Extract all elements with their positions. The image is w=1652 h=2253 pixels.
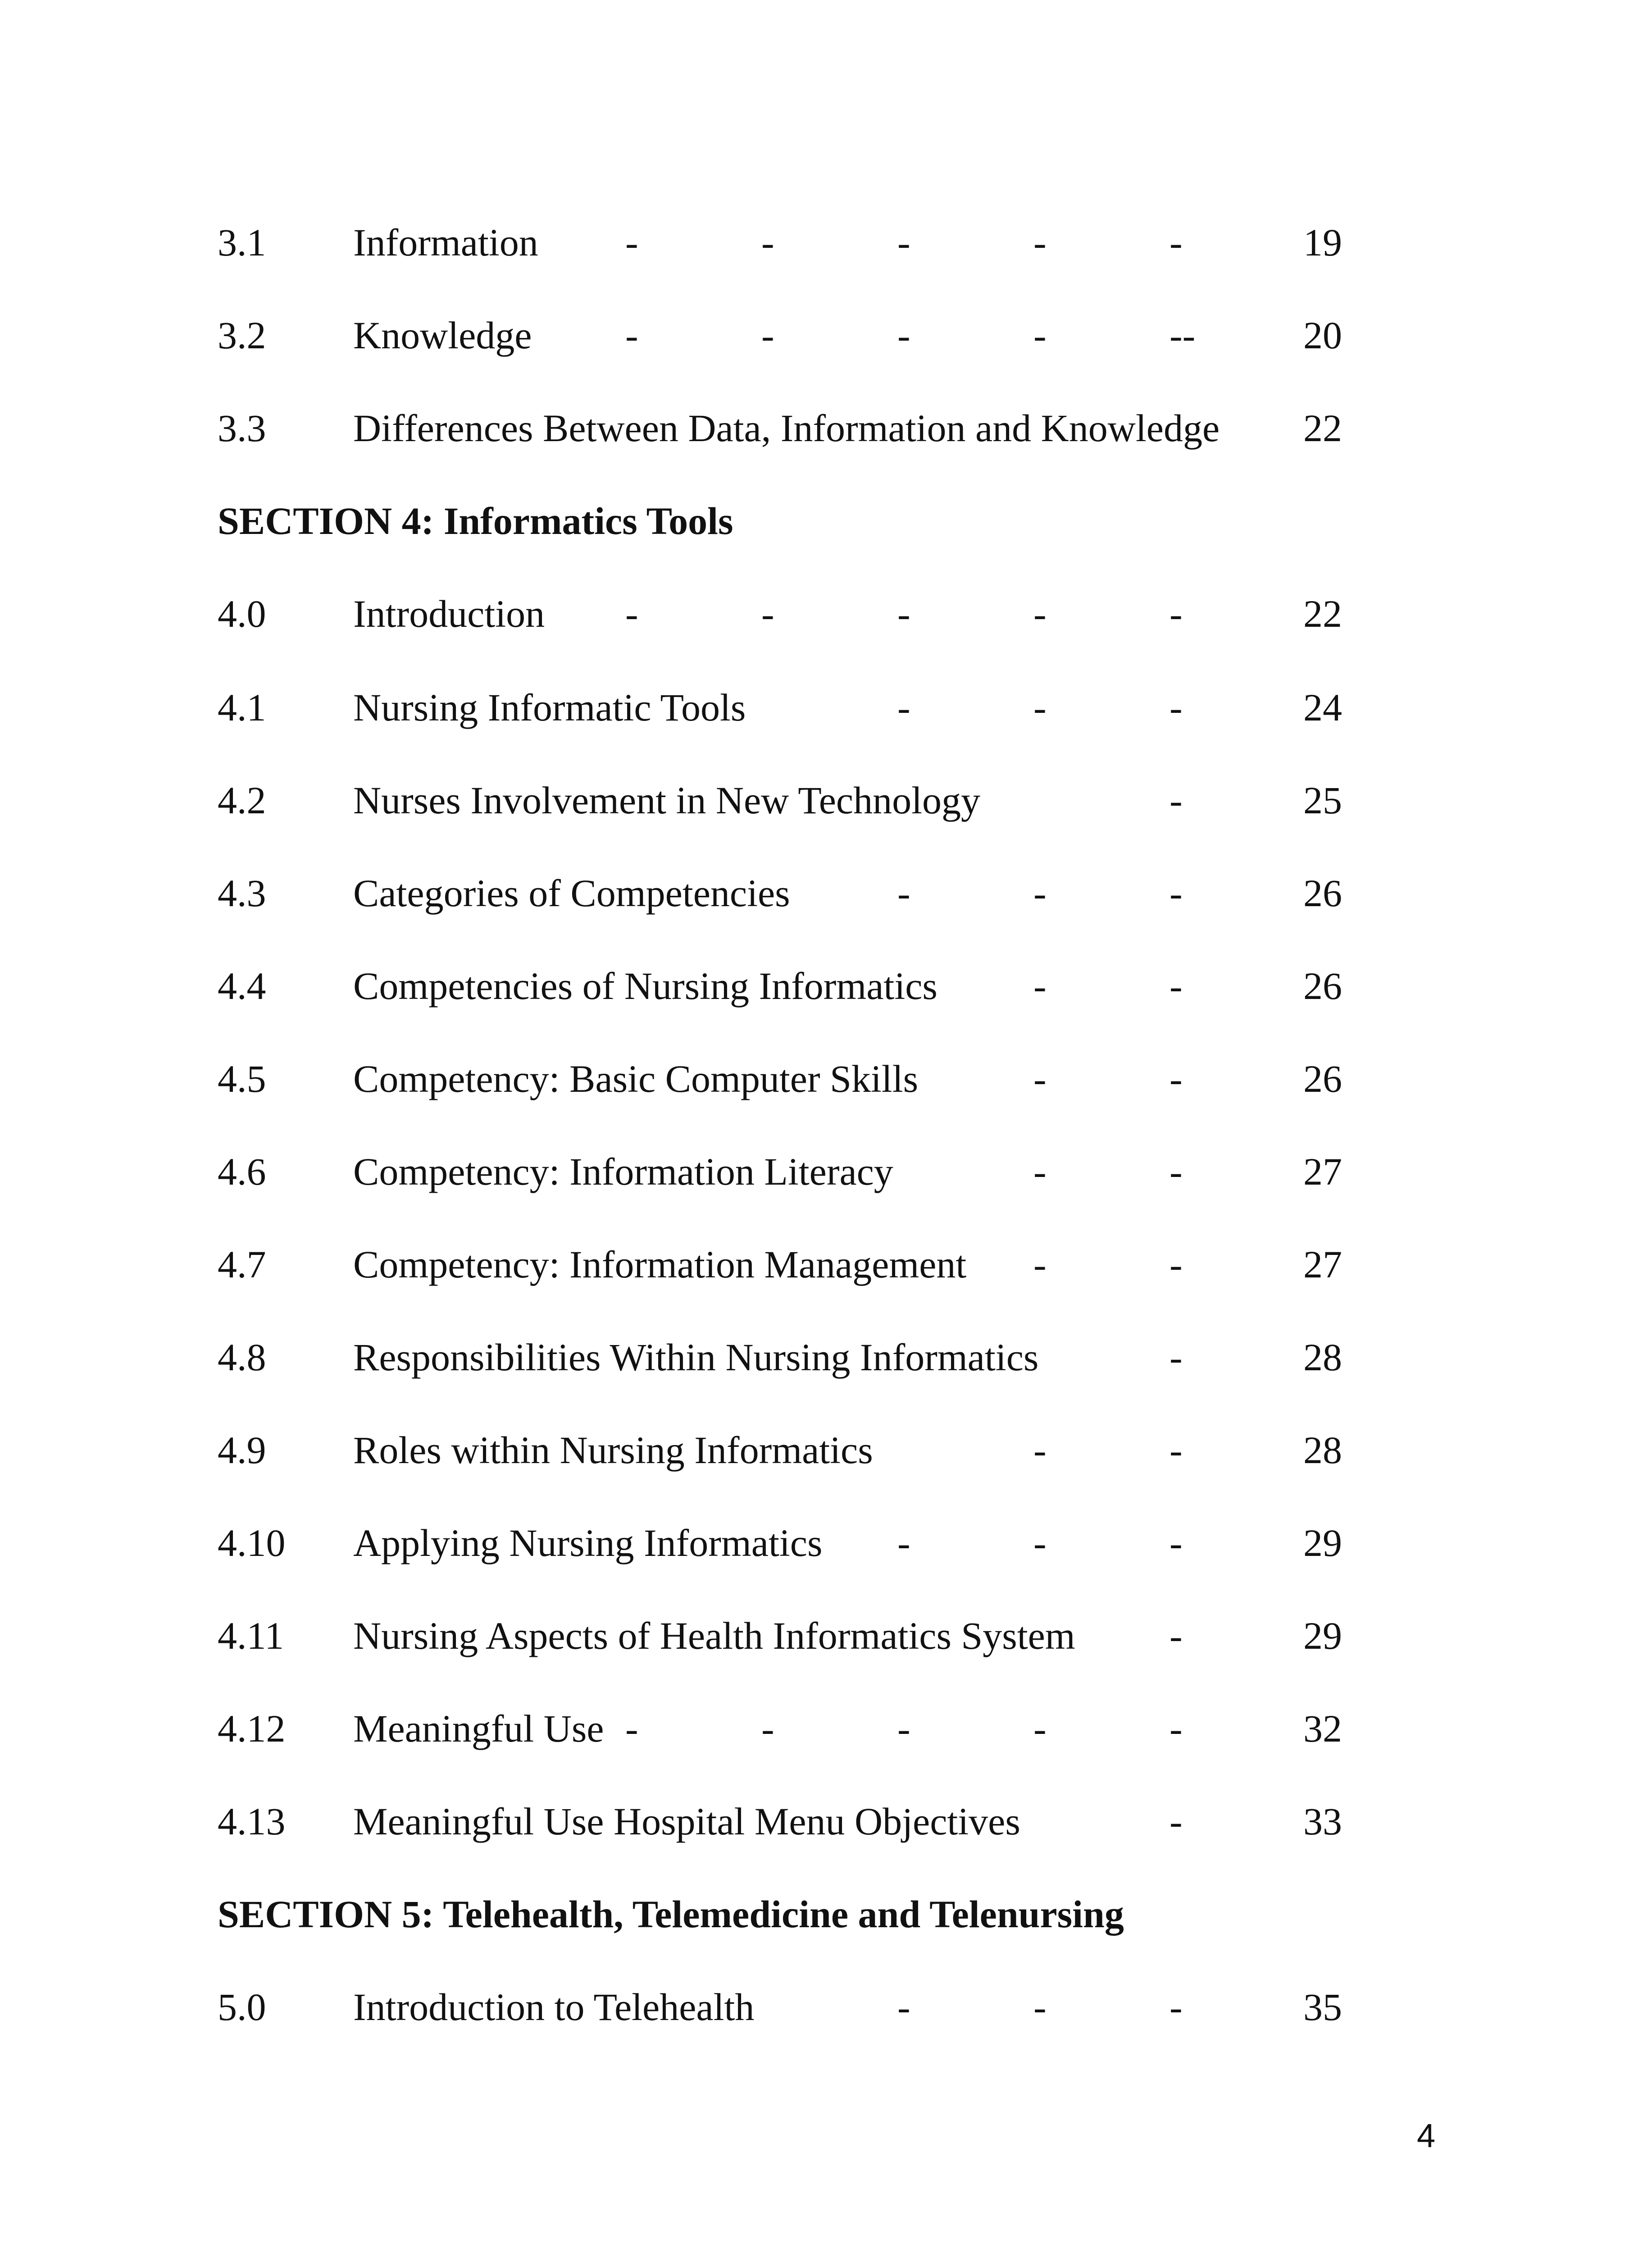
leader-dash: - [897, 592, 910, 635]
entry-page-number: 26 [1303, 1057, 1342, 1100]
entry-title: Responsibilities Within Nursing Informatics [353, 1336, 1039, 1379]
entry-number: 4.2 [218, 779, 266, 822]
leader-dash: - [1170, 1985, 1183, 2029]
toc-entry [0, 401, 1652, 455]
toc-entry [0, 1145, 1652, 1199]
entry-title: Nursing Aspects of Health Informatics System [353, 1614, 1075, 1657]
entry-number: 4.8 [218, 1336, 266, 1379]
toc-entry [0, 1794, 1652, 1848]
leader-dash: - [1170, 1614, 1183, 1657]
entry-title: Categories of Competencies [353, 871, 790, 915]
entry-number: 4.4 [218, 964, 266, 1008]
leader-dash: - [1170, 1336, 1183, 1379]
entry-title: Nurses Involvement in New Technology [353, 779, 980, 822]
entry-number: 4.5 [218, 1057, 266, 1100]
leader-dash: - [897, 1985, 910, 2029]
toc-entry [0, 1516, 1652, 1570]
leader-dash: - [897, 686, 910, 729]
entry-number: 4.9 [218, 1428, 266, 1472]
leader-dash: -- [1170, 314, 1196, 357]
leader-dash: - [1033, 1243, 1047, 1286]
toc-entry [0, 215, 1652, 269]
leader-dash: - [761, 1707, 774, 1750]
entry-number: 4.13 [218, 1800, 286, 1843]
leader-dash: - [1033, 221, 1047, 264]
leader-dash: - [761, 314, 774, 357]
entry-page-number: 20 [1303, 314, 1342, 357]
toc-entry [0, 1980, 1652, 2034]
leader-dash: - [1033, 1150, 1047, 1193]
toc-entry [0, 959, 1652, 1013]
toc-entry [0, 680, 1652, 734]
leader-dash: - [1170, 871, 1183, 915]
leader-dash: - [1170, 592, 1183, 635]
leader-dash: - [625, 1707, 638, 1750]
entry-number: 4.6 [218, 1150, 266, 1193]
toc-entry [0, 1701, 1652, 1756]
entry-number: 3.3 [218, 406, 266, 450]
leader-dash: - [625, 221, 638, 264]
leader-dash: - [1170, 1057, 1183, 1100]
leader-dash: - [625, 314, 638, 357]
entry-title: Meaningful Use [353, 1707, 604, 1750]
leader-dash: - [1033, 686, 1047, 729]
entry-number: 5.0 [218, 1985, 266, 2029]
leader-dash: - [1170, 1428, 1183, 1472]
toc-entry [0, 866, 1652, 920]
leader-dash: - [1170, 1800, 1183, 1843]
leader-dash: - [1033, 1707, 1047, 1750]
entry-title: Applying Nursing Informatics [353, 1521, 823, 1564]
entry-page-number: 19 [1303, 221, 1342, 264]
entry-page-number: 27 [1303, 1150, 1342, 1193]
toc-entry [0, 308, 1652, 362]
entry-page-number: 25 [1303, 779, 1342, 822]
entry-number: 4.1 [218, 686, 266, 729]
leader-dash: - [1033, 592, 1047, 635]
entry-title: Differences Between Data, Information and Knowledge [353, 406, 1220, 450]
leader-dash: - [897, 221, 910, 264]
entry-page-number: 33 [1303, 1800, 1342, 1843]
entry-page-number: 29 [1303, 1521, 1342, 1564]
leader-dash: - [1170, 779, 1183, 822]
entry-title: Meaningful Use Hospital Menu Objectives [353, 1800, 1020, 1843]
entry-title: Introduction to Telehealth [353, 1985, 755, 2029]
section-heading: SECTION 5: Telehealth, Telemedicine and Telenursing [218, 1893, 1124, 1936]
page-number: 4 [1417, 2117, 1436, 2154]
leader-dash: - [897, 871, 910, 915]
leader-dash: - [897, 314, 910, 357]
entry-page-number: 27 [1303, 1243, 1342, 1286]
entry-title: Competencies of Nursing Informatics [353, 964, 937, 1008]
leader-dash: - [1170, 221, 1183, 264]
entry-title: Competency: Information Literacy [353, 1150, 893, 1193]
entry-number: 4.11 [218, 1614, 284, 1657]
entry-title: Competency: Information Management [353, 1243, 967, 1286]
entry-page-number: 22 [1303, 406, 1342, 450]
toc-entry [0, 1052, 1652, 1106]
entry-number: 4.3 [218, 871, 266, 915]
leader-dash: - [1033, 1521, 1047, 1564]
toc-entry [0, 587, 1652, 641]
section-heading: SECTION 4: Informatics Tools [218, 499, 733, 543]
entry-page-number: 28 [1303, 1428, 1342, 1472]
entry-title: Competency: Basic Computer Skills [353, 1057, 919, 1100]
leader-dash: - [1170, 1521, 1183, 1564]
leader-dash: - [1033, 1428, 1047, 1472]
leader-dash: - [1170, 1707, 1183, 1750]
entry-number: 3.2 [218, 314, 266, 357]
toc-entry [0, 773, 1652, 827]
entry-title: Nursing Informatic Tools [353, 686, 746, 729]
leader-dash: - [1170, 686, 1183, 729]
entry-page-number: 22 [1303, 592, 1342, 635]
leader-dash: - [761, 221, 774, 264]
entry-number: 4.0 [218, 592, 266, 635]
entry-page-number: 29 [1303, 1614, 1342, 1657]
leader-dash: - [1033, 964, 1047, 1008]
leader-dash: - [897, 1707, 910, 1750]
toc-entry [0, 1330, 1652, 1384]
entry-page-number: 26 [1303, 964, 1342, 1008]
entry-number: 4.7 [218, 1243, 266, 1286]
leader-dash: - [1170, 964, 1183, 1008]
entry-title: Knowledge [353, 314, 532, 357]
entry-title: Roles within Nursing Informatics [353, 1428, 873, 1472]
entry-number: 3.1 [218, 221, 266, 264]
toc-entry [0, 1609, 1652, 1663]
entry-page-number: 26 [1303, 871, 1342, 915]
leader-dash: - [625, 592, 638, 635]
entry-number: 4.10 [218, 1521, 286, 1564]
entry-page-number: 24 [1303, 686, 1342, 729]
leader-dash: - [897, 1521, 910, 1564]
leader-dash: - [1170, 1243, 1183, 1286]
toc-entry [0, 1237, 1652, 1291]
toc-entry [0, 1423, 1652, 1477]
entry-page-number: 32 [1303, 1707, 1342, 1750]
leader-dash: - [1033, 314, 1047, 357]
entry-page-number: 35 [1303, 1985, 1342, 2029]
leader-dash: - [1033, 871, 1047, 915]
entry-title: Information [353, 221, 538, 264]
entry-title: Introduction [353, 592, 545, 635]
entry-page-number: 28 [1303, 1336, 1342, 1379]
leader-dash: - [1170, 1150, 1183, 1193]
leader-dash: - [761, 592, 774, 635]
leader-dash: - [1033, 1985, 1047, 2029]
entry-number: 4.12 [218, 1707, 286, 1750]
leader-dash: - [1033, 1057, 1047, 1100]
